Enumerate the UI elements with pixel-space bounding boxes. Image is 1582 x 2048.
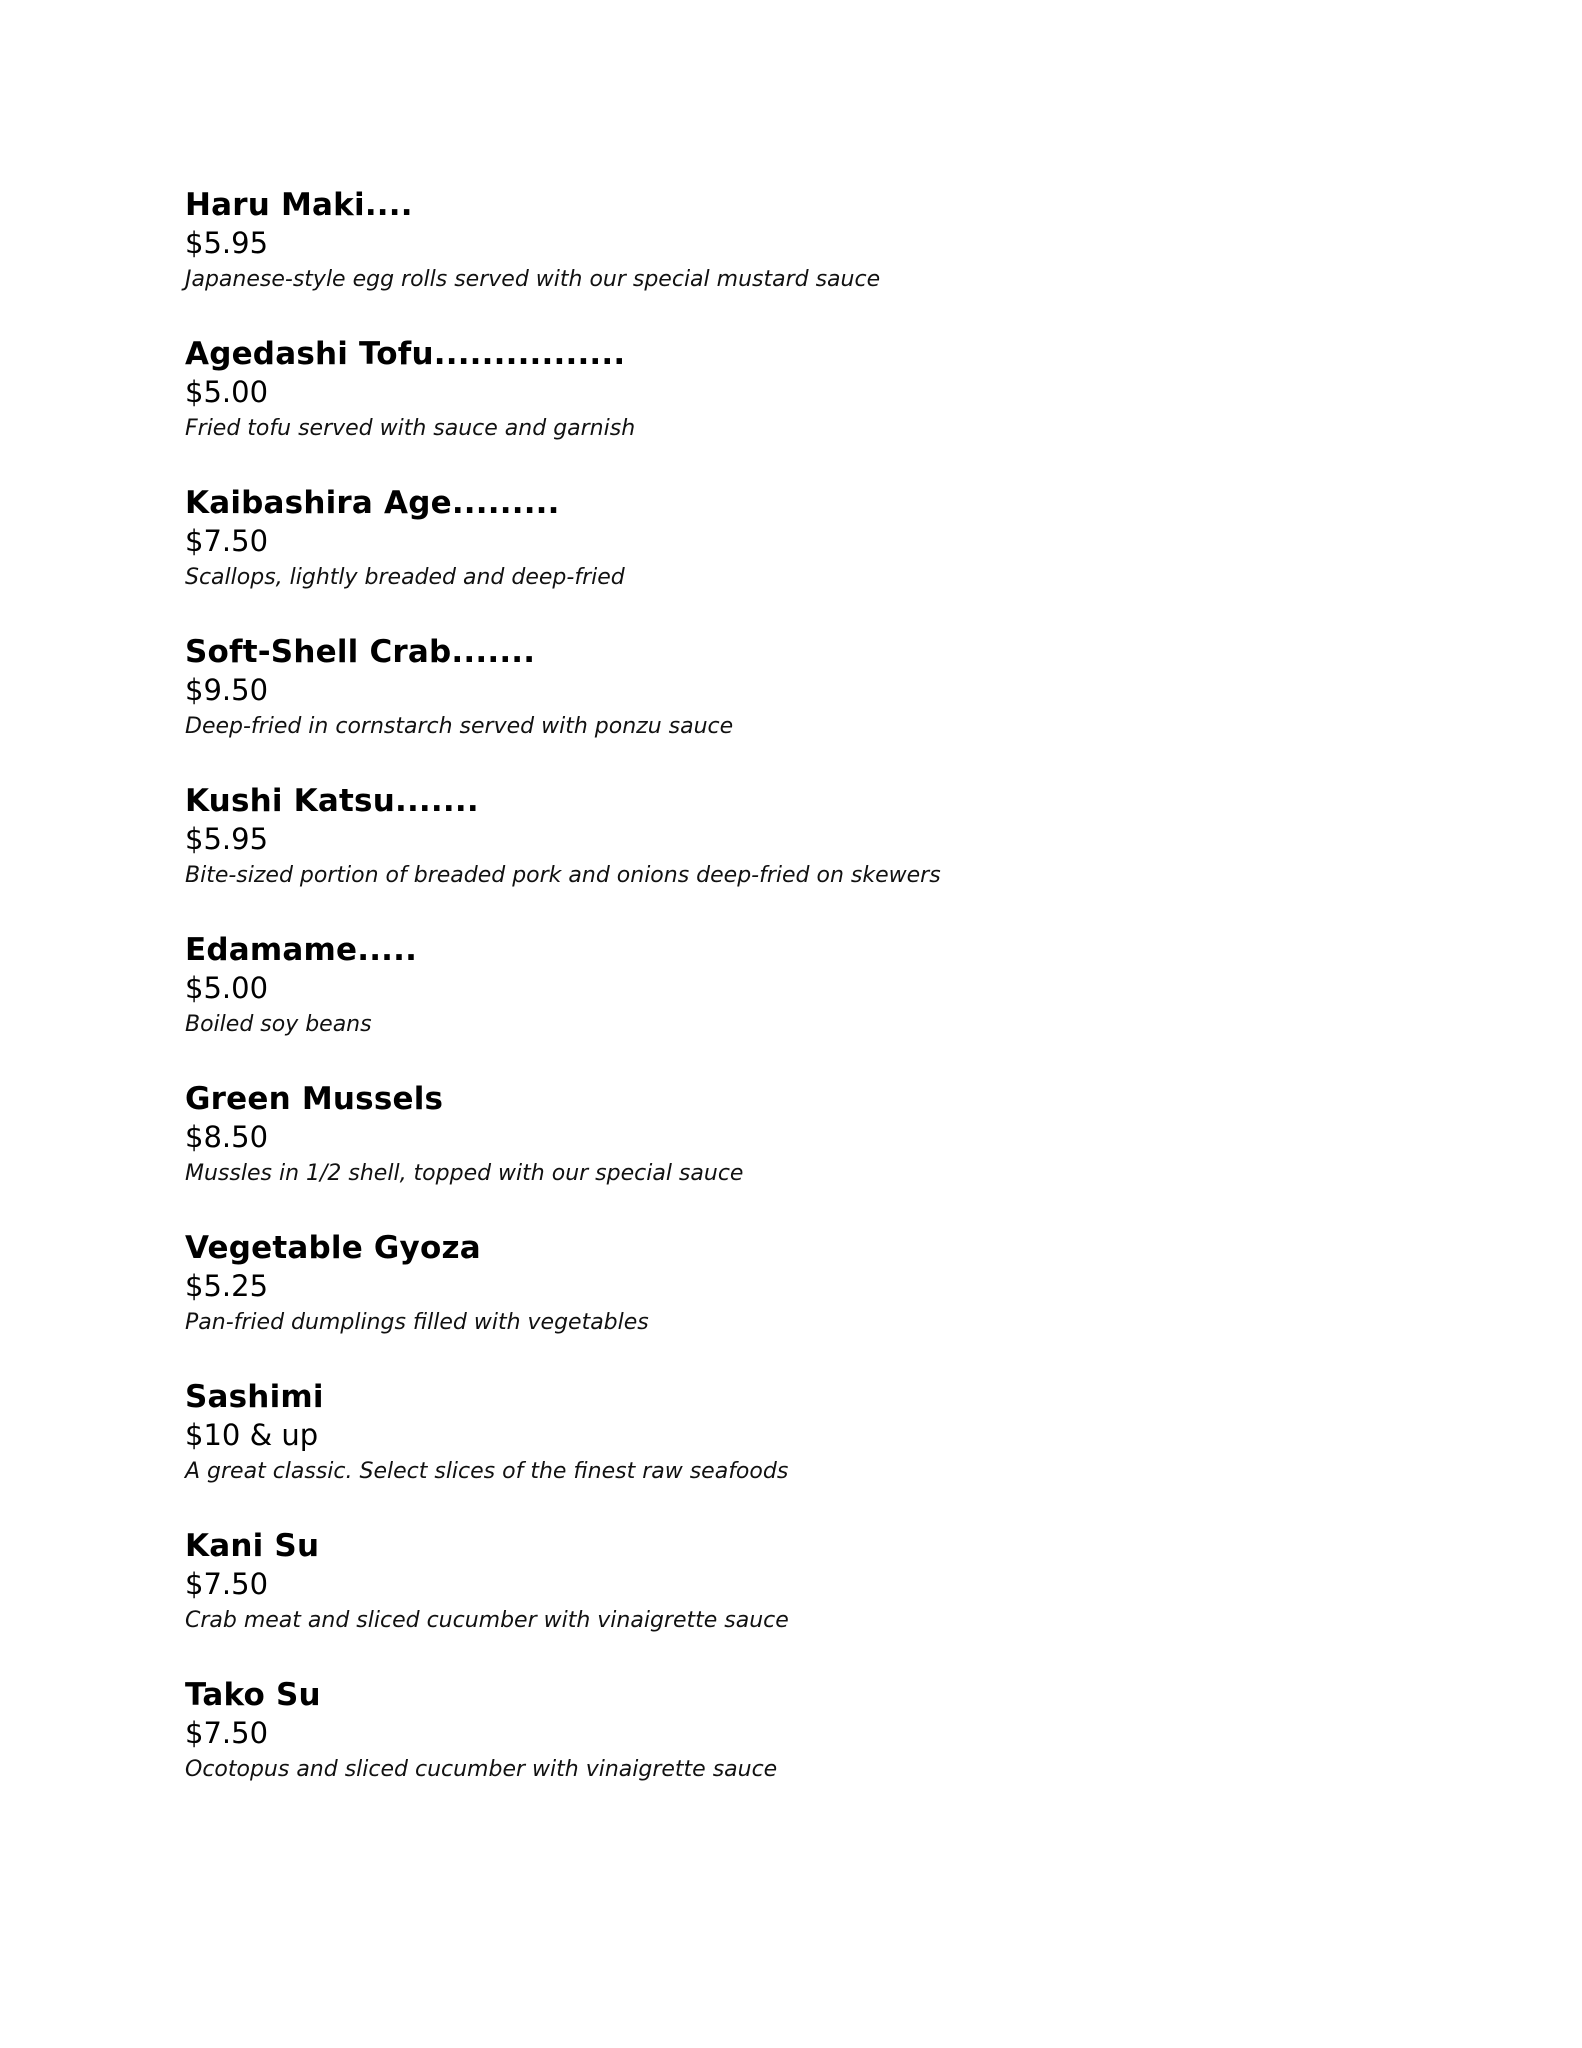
menu-item-agedashi-tofu — [185, 335, 1385, 484]
item-description: Japanese-style egg rolls served with our special mustard sauce — [185, 267, 881, 292]
appetizer-menu-list — [185, 186, 1385, 1825]
menu-item-vegetable-gyoza — [185, 1229, 1385, 1378]
menu-item-edamame — [185, 931, 1385, 1080]
item-name: Sashimi — [185, 1379, 324, 1415]
item-price: $5.95 — [185, 822, 269, 856]
item-description: Pan-fried dumplings filled with vegetables — [185, 1310, 649, 1335]
item-description: Fried tofu served with sauce and garnish — [185, 416, 636, 441]
menu-item-kushi-katsu — [185, 782, 1385, 931]
menu-item-sashimi — [185, 1378, 1385, 1527]
item-price: $5.95 — [185, 226, 269, 260]
item-price: $7.50 — [185, 524, 269, 558]
item-name: Kani Su — [185, 1528, 320, 1564]
item-name: Kushi Katsu....... — [185, 783, 479, 819]
item-name: Haru Maki.... — [185, 187, 413, 223]
item-name: Agedashi Tofu................ — [185, 336, 626, 372]
menu-item-kaibashira-age — [185, 484, 1385, 633]
item-price: $5.00 — [185, 971, 269, 1005]
item-price: $5.00 — [185, 375, 269, 409]
item-name: Soft-Shell Crab....... — [185, 634, 536, 670]
item-price: $8.50 — [185, 1120, 269, 1154]
item-name: Green Mussels — [185, 1081, 444, 1117]
item-name: Vegetable Gyoza — [185, 1230, 481, 1266]
item-name: Edamame..... — [185, 932, 418, 968]
menu-item-green-mussels — [185, 1080, 1385, 1229]
item-description: Ocotopus and sliced cucumber with vinaigrette sauce — [185, 1757, 778, 1782]
item-description: Scallops, lightly breaded and deep-fried — [185, 565, 625, 590]
item-price: $9.50 — [185, 673, 269, 707]
item-price: $5.25 — [185, 1269, 269, 1303]
item-name: Tako Su — [185, 1677, 321, 1713]
item-description: Crab meat and sliced cucumber with vinaigrette sauce — [185, 1608, 789, 1633]
menu-item-tako-su — [185, 1676, 1385, 1825]
item-price: $7.50 — [185, 1567, 269, 1601]
item-price: $10 & up — [185, 1418, 319, 1452]
menu-item-soft-shell-crab — [185, 633, 1385, 782]
item-price: $7.50 — [185, 1716, 269, 1750]
menu-item-kani-su — [185, 1527, 1385, 1676]
item-description: Deep-fried in cornstarch served with ponzu sauce — [185, 714, 734, 739]
item-name: Kaibashira Age......... — [185, 485, 560, 521]
item-description: A great classic. Select slices of the finest raw seafoods — [185, 1459, 789, 1484]
menu-item-haru-maki — [185, 186, 1385, 335]
item-description: Bite-sized portion of breaded pork and onions deep-fried on skewers — [185, 863, 941, 888]
item-description: Boiled soy beans — [185, 1012, 372, 1037]
item-description: Mussles in 1/2 shell, topped with our special sauce — [185, 1161, 744, 1186]
